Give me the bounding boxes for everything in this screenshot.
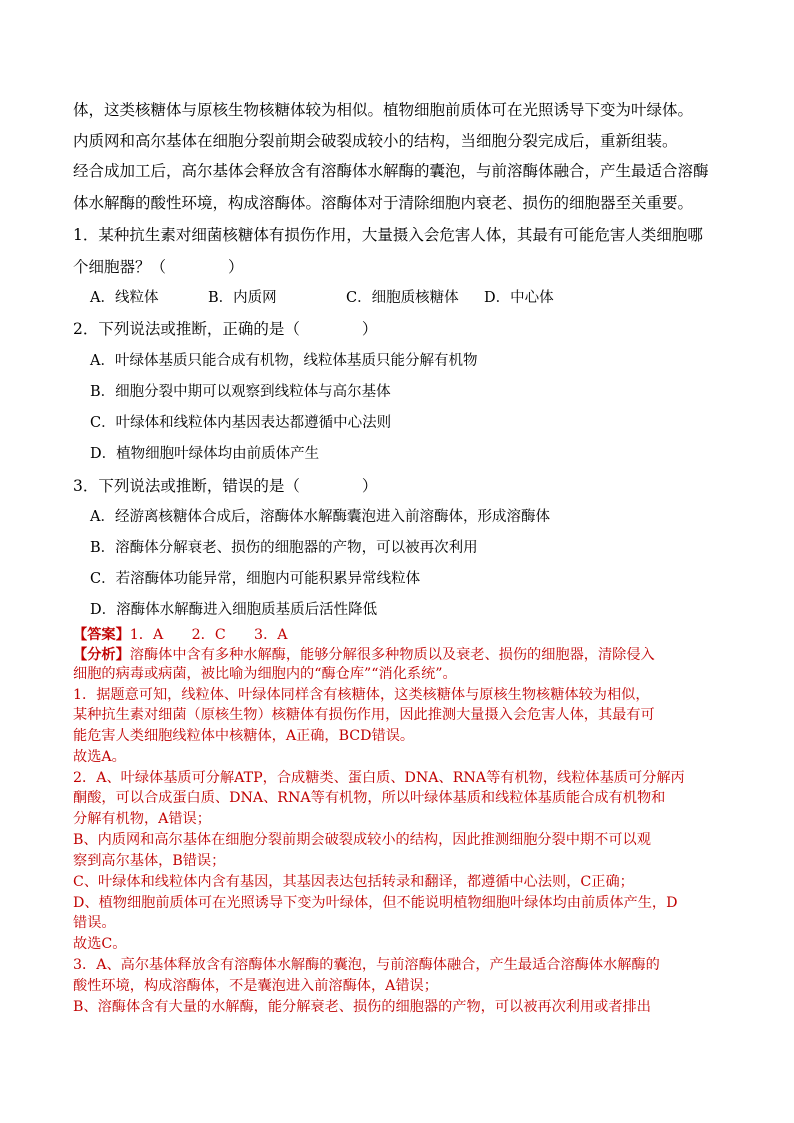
option-c: C．若溶酶体功能异常，细胞内可能积累异常线粒体 [90, 571, 421, 587]
analysis-line: D、植物细胞前质体可在光照诱导下变为叶绿体，但不能说明植物细胞叶绿体均由前质体产生，D [73, 895, 678, 911]
question-1-stem: 1．某种抗生素对细菌核糖体有损伤作用，大量摄入会危害人体，其最有可能危害人类细胞哪 [73, 226, 703, 244]
analysis-line: 故选A。 [73, 749, 126, 765]
analysis-line: 2．A、叶绿体基质可分解ATP，合成糖类、蛋白质、DNA、RNA等有机物，线粒体基质可分解丙 [73, 770, 685, 786]
analysis-line: C、叶绿体和线粒体内含有基因，其基因表达包括转录和翻译，都遵循中心法则，C正确； [73, 874, 634, 890]
analysis-line: 3．A、高尔基体释放含有溶酶体水解酶的囊泡，与前溶酶体融合，产生最适合溶酶体水解酶的 [73, 957, 660, 973]
option-d: D．植物细胞叶绿体均由前质体产生 [90, 446, 320, 462]
option-c: C．叶绿体和线粒体内基因表达都遵循中心法则 [90, 415, 392, 431]
option-a: A．经游离核糖体合成后，溶酶体水解酶囊泡进入前溶酶体，形成溶酶体 [90, 509, 550, 525]
option-b: B．细胞分裂中期可以观察到线粒体与高尔基体 [90, 384, 391, 400]
option-b: B．内质网 [208, 290, 277, 306]
question-1-stem: 个细胞器？（ ） [73, 258, 244, 276]
option-a: A．叶绿体基质只能合成有机物，线粒体基质只能分解有机物 [90, 353, 478, 369]
analysis-line: 酸性环境，构成溶酶体，不是囊泡进入前溶酶体，A错误； [73, 978, 438, 994]
question-2-stem: 2．下列说法或推断，正确的是（ ） [73, 320, 378, 338]
analysis-line: 某种抗生素对细菌（原核生物）核糖体有损伤作用，因此推测大量摄入会危害人体，其最有可 [73, 707, 655, 723]
analysis-text: 溶酶体中含有多种水解酶，能够分解很多种物质以及衰老、损伤的细胞器，清除侵入 [129, 647, 655, 663]
analysis-line: 察到高尔基体，B错误； [73, 853, 226, 869]
analysis-line [73, 646, 655, 665]
option-c: C．细胞质核糖体 [346, 290, 459, 306]
passage-line: 经合成加工后，高尔基体会释放含有溶酶体水解酶的囊泡，与前溶酶体融合，产生最适合溶酶 [73, 162, 709, 180]
analysis-line: 故选C。 [73, 936, 127, 952]
analysis-line: 错误。 [73, 915, 116, 931]
analysis-line: 1．据题意可知，线粒体、叶绿体同样含有核糖体，这类核糖体与原核生物核糖体较为相似， [73, 687, 650, 703]
option-a: A．线粒体 [90, 290, 159, 306]
question-3-stem: 3．下列说法或推断，错误的是（ ） [73, 477, 378, 495]
option-d: D．溶酶体水解酶进入细胞质基质后活性降低 [90, 602, 378, 618]
question-1-options [90, 287, 590, 309]
option-b: B．溶酶体分解衰老、损伤的细胞器的产物，可以被再次利用 [90, 540, 478, 556]
analysis-line: B、溶酶体含有大量的水解酶，能分解衰老、损伤的细胞器的产物，可以被再次利用或者排出 [73, 999, 651, 1015]
analysis-label: 【分析】 [73, 647, 130, 663]
analysis-line: 分解有机物，A错误； [73, 811, 211, 827]
analysis-line: B、内质网和高尔基体在细胞分裂前期会破裂成较小的结构，因此推测细胞分裂中期不可以观 [73, 832, 651, 848]
answer-text: 1．A 2．C 3．A [129, 627, 288, 643]
passage-line: 内质网和高尔基体在细胞分裂前期会破裂成较小的结构，当细胞分裂完成后，重新组装。 [73, 132, 678, 150]
passage-line: 体水解酶的酸性环境，构成溶酶体。溶酶体对于清除细胞内衰老、损伤的细胞器至关重要。 [73, 194, 694, 212]
analysis-line: 酮酸，可以合成蛋白质、DNA、RNA等有机物，所以叶绿体基质和线粒体基质能合成有机物和 [73, 790, 666, 806]
option-d: D．中心体 [484, 290, 554, 306]
answer-label: 【答案】 [73, 627, 130, 643]
analysis-line: 能危害人类细胞线粒体中核糖体，A正确，BCD错误。 [73, 728, 415, 744]
answer-line [73, 626, 288, 645]
analysis-line: 细胞的病毒或病菌，被比喻为细胞内的“酶仓库”“消化系统”。 [73, 666, 457, 682]
passage-line: 体，这类核糖体与原核生物核糖体较为相似。植物细胞前质体可在光照诱导下变为叶绿体。 [73, 101, 694, 119]
